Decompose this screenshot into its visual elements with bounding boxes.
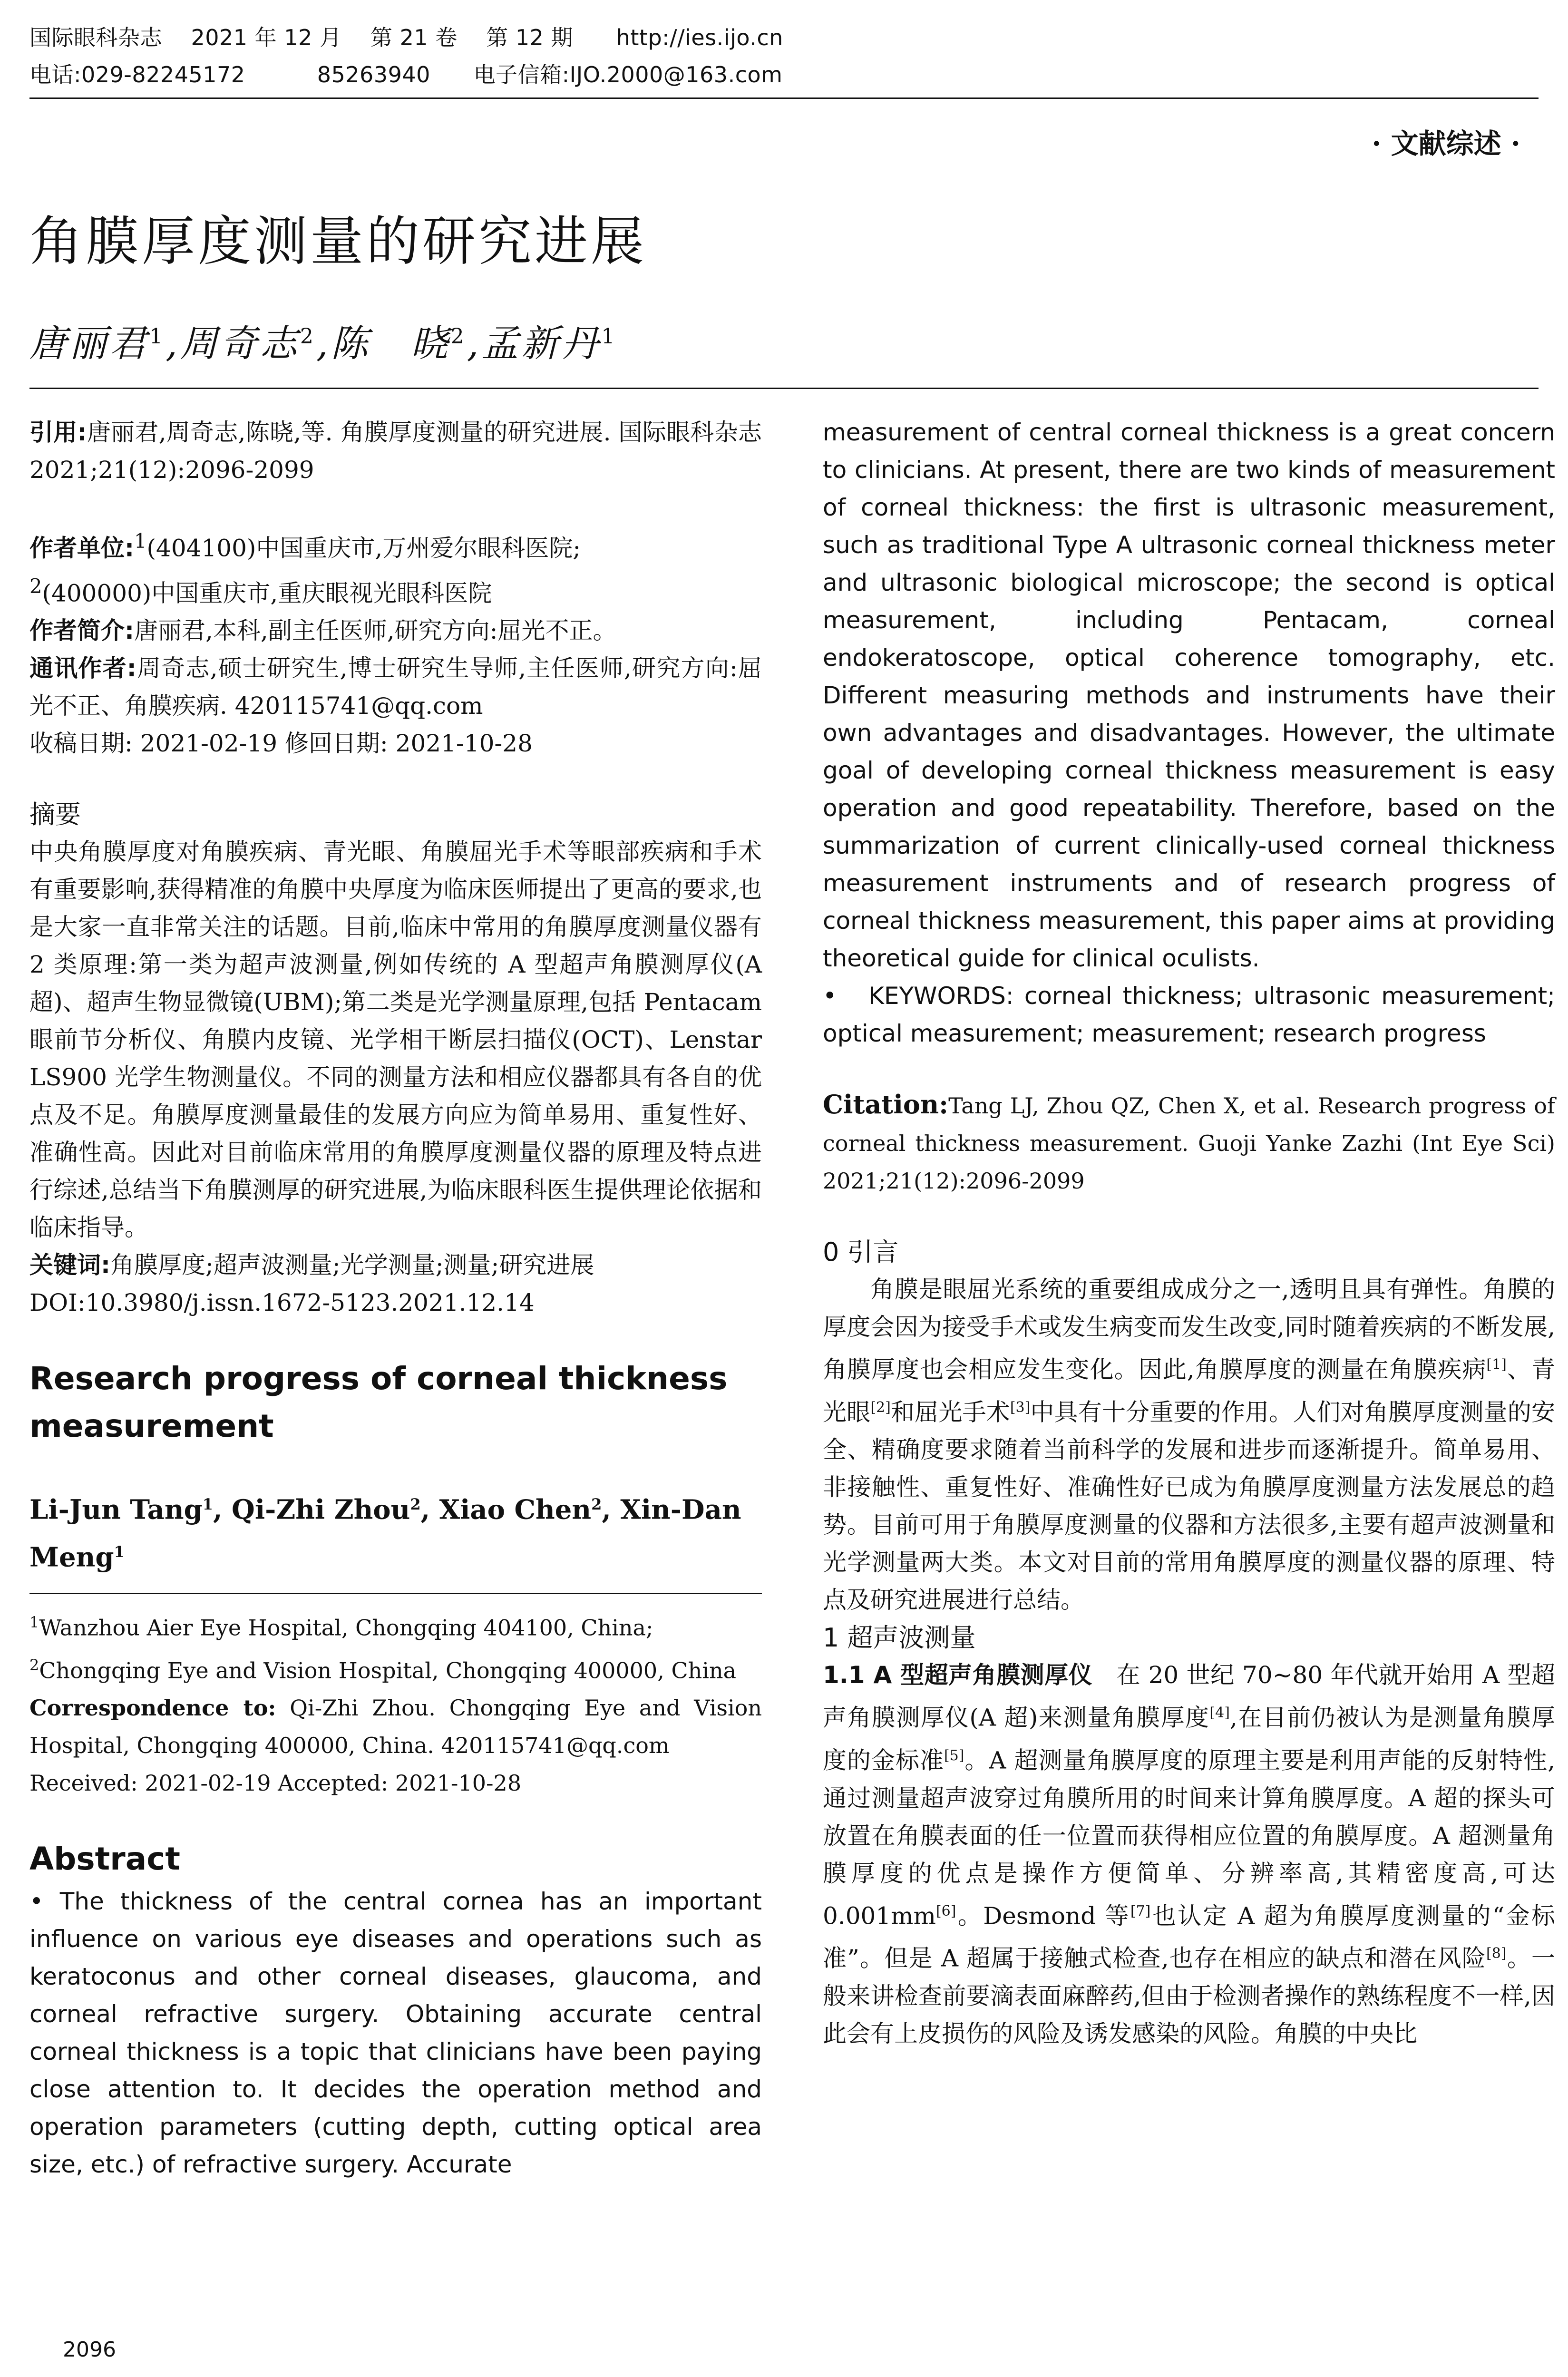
title-rule	[29, 388, 1539, 389]
text-run: 中具有十分重要的作用。人们对角膜厚度测量的安全、精确度要求随着当前科学的发展和进步而逐渐提升。简单易用、非接触性、重复性好、准确性好已成为角膜厚度测量方法发展总的趋势。目前可用于角膜厚度测量的仪器和方法很多,主要有超声波测量和光学测量两大类。本文对目前的常用角膜厚度的测量仪器的原理、特点及研究进展进行总结。	[823, 1398, 1556, 1614]
journal-header	[29, 19, 1539, 93]
left-column	[29, 414, 762, 2183]
abstract-en-continued: measurement of central corneal thickness is a great concern to clinicians. At present, there are two kinds of measurement of corneal thickness: the first is ultrasonic measurement, such as traditional Type A ultrasonic corneal thickness meter and ultrasonic biological microscope; the second is optical measurement, including Pentacam, corneal endokeratoscope, optical coherence tomography, etc. Different measuring methods and instruments have their own advantages and disadvantages. However, the ultimate goal of developing corneal thickness measurement is easy operation and good repeatability. Therefore, based on the summarization of current clinically-used corneal thickness measurement instruments and of research progress of corneal thickness measurement, this paper aims at providing theoretical guide for clinical oculists.	[823, 419, 1555, 972]
citation-text: Tang LJ, Zhou QZ, Chen X, et al. Research progress of corneal thickness measurement. Guoji Yanke Zazhi (Int Eye Sci) 2021;21(12):2096-2099	[823, 1093, 1555, 1194]
affil-sup: 2	[29, 1656, 39, 1674]
author-name: ,孟新丹	[467, 322, 602, 365]
en-author-sup: 1	[202, 1495, 214, 1514]
abstract-heading-cn: 摘要	[29, 799, 81, 830]
keywords-en	[823, 977, 1555, 1052]
author-affil-sup: 1	[601, 324, 618, 349]
abstract-heading-en: Abstract	[29, 1841, 180, 1878]
keywords-label: 关键词:	[29, 1251, 110, 1279]
section-1-1-paragraph	[823, 1656, 1555, 2053]
section-1-1-heading: 1.1 A 型超声角膜测厚仪	[823, 1661, 1093, 1689]
text-run: 。一般来讲检查前要滴表面麻醉药,但由于检测者操作的熟练程度不一样,因此会有上皮损伤的风险及诱发感染的风险。角膜的中央比	[823, 1944, 1555, 2047]
keywords-en-text: KEYWORDS: corneal thickness; ultrasonic measurement; optical measurement; measurement; research progress	[823, 982, 1555, 1047]
en-author-sup: 1	[114, 1542, 125, 1561]
unit-block	[29, 522, 762, 612]
cite-label: 引用:	[29, 419, 87, 446]
text-run: ,在目前仍被认为是测量角膜厚度的金标准	[823, 1704, 1555, 1774]
unit-sup: 1	[134, 529, 147, 553]
reference-marker: [5]	[944, 1747, 964, 1764]
bio-block	[29, 612, 762, 650]
reference-marker: [7]	[1130, 1902, 1151, 1919]
text-run: 也认定 A 超为角膜厚度测量的“金标准”。但是 A 超属于接触式检查,也存在相应的缺点和潜在风险	[823, 1902, 1555, 1972]
page-number: 2096	[63, 2338, 116, 2362]
abstract-en	[29, 1883, 762, 2183]
section-1-heading: 1 超声波测量	[823, 1623, 976, 1653]
en-author: , Qi-Zhi Zhou	[213, 1494, 410, 1526]
reference-marker: [8]	[1486, 1945, 1507, 1962]
text-run: 和屈光手术	[890, 1398, 1010, 1426]
en-author-sup: 2	[591, 1495, 602, 1514]
corr-block	[29, 650, 762, 725]
affiliation-rule	[29, 1593, 762, 1594]
text-run: 在 20 世纪 70~80 年代就开始用 A 型超声角膜测厚仪(A 超)来测量角膜厚度	[823, 1661, 1555, 1732]
author-affil-sup: 2	[300, 324, 316, 349]
reference-marker: [3]	[1010, 1399, 1031, 1416]
cite-block	[29, 414, 762, 489]
reference-marker: [1]	[1486, 1356, 1507, 1373]
reference-marker: [2]	[870, 1399, 891, 1416]
author-name: ,周奇志	[166, 322, 300, 365]
article-title: 角膜厚度测量的研究进展	[29, 211, 647, 273]
text-run: 。Desmond 等	[956, 1902, 1130, 1930]
section-label: · 文献综述 ·	[1372, 127, 1520, 160]
journal-info-line: 国际眼科杂志 2021 年 12 月 第 21 卷 第 12 期 http://ies.ijo.cn	[29, 25, 783, 50]
en-author: , Xin-Dan Meng	[29, 1494, 741, 1573]
reference-marker: [6]	[935, 1902, 956, 1919]
affiliation-1	[29, 1604, 762, 1646]
abstract-en-text: The thickness of the central cornea has an important influence on various eye diseases and operations such as keratoconus and other corneal diseases, glaucoma, and corneal refractive surgery. Obtaining accurate central corneal thickness is a topic that clinicians have been paying close attention to. It decides the operation method and operation parameters (cutting depth, cutting optical area size, etc.) of refractive surgery. Accurate	[29, 1888, 762, 2179]
bullet: •	[823, 982, 837, 1010]
en-author: Li-Jun Tang	[29, 1494, 203, 1526]
affiliation-2	[29, 1646, 762, 1689]
author-list	[29, 314, 617, 367]
corr-text: 周奇志,硕士研究生,博士研究生导师,主任医师,研究方向:屈光不正、角膜疾病. 420115741@qq.com	[29, 654, 762, 720]
corr-en-label: Correspondence to:	[29, 1695, 276, 1721]
english-authors	[29, 1483, 762, 1578]
author-name: ,陈 晓	[316, 322, 451, 365]
text-run: 角膜是眼屈光系统的重要组成成分之一,透明且具有弹性。角膜的厚度会因为接受手术或发生病变而发生改变,同时随着疾病的不断发展,角膜厚度也会相应发生变化。因此,角膜厚度的测量在角膜疾病	[823, 1276, 1555, 1383]
unit-sup: 2	[29, 574, 42, 598]
text-run: 。A 超测量角膜厚度的原理主要是利用声能的反射特性,通过测量超声波穿过角膜所用的时间来计算角膜厚度。A 超的探头可放置在角膜表面的任一位置而获得相应位置的角膜厚度。A 超测量角膜厚度的优点是操作方便简单、分辨率高,其精密度高,可达 0.001mm	[823, 1746, 1555, 1930]
corr-en-text: Qi-Zhi Zhou. Chongqing Eye and Vision Hospital, Chongqing 400000, China. 420115741@qq.com	[29, 1695, 762, 1759]
affil-text: Chongqing Eye and Vision Hospital, Chongqing 400000, China	[39, 1657, 737, 1684]
reference-marker: [4]	[1209, 1705, 1230, 1722]
section-0-heading: 0 引言	[823, 1237, 899, 1267]
right-column	[823, 414, 1555, 2053]
citation-label: Citation:	[823, 1089, 949, 1120]
abstract-cn: 中央角膜厚度对角膜疾病、青光眼、角膜屈光手术等眼部疾病和手术有重要影响,获得精准的角膜中央厚度为临床医师提出了更高的要求,也是大家一直非常关注的话题。目前,临床中常用的角膜厚度测量仪器有 2 类原理:第一类为超声波测量,例如传统的 A 型超声角膜测厚仪(A 超)、超声生物显微镜(UBM);第二类是光学测量原理,包括 Pentacam 眼前节分析仪、角膜内皮镜、光学相干断层扫描仪(OCT)、Lenstar LS900 光学生物测量仪。不同的测量方法和相应仪器都具有各自的优点及不足。角膜厚度测量最佳的发展方向应为简单易用、重复性好、准确性高。因此对目前临床常用的角膜厚度测量仪器的原理及特点进行综述,总结当下角膜测厚的研究进展,为临床眼科医生提供理论依据和临床指导。	[29, 838, 762, 1242]
cite-text: 唐丽君,周奇志,陈晓,等. 角膜厚度测量的研究进展. 国际眼科杂志 2021;21(12):2096-2099	[29, 419, 762, 484]
bullet: •	[29, 1888, 44, 1916]
citation-en	[823, 1086, 1555, 1200]
english-title: Research progress of corneal thickness measurement	[29, 1360, 728, 1445]
received-en: Received: 2021-02-19 Accepted: 2021-10-28	[29, 1770, 522, 1796]
unit-label: 作者单位:	[29, 534, 134, 562]
journal-contact-line: 电话:029-82245172 85263940 电子信箱:IJO.2000@163.com	[29, 62, 783, 88]
unit-text: (404100)中国重庆市,万州爱尔眼科医院;	[146, 534, 581, 562]
keywords-cn	[29, 1247, 762, 1284]
affil-text: Wanzhou Aier Eye Hospital, Chongqing 404100, China;	[39, 1614, 653, 1640]
bio-label: 作者简介:	[29, 617, 134, 645]
correspondence-en	[29, 1689, 762, 1764]
corr-label: 通讯作者:	[29, 654, 136, 682]
received-dates: 收稿日期: 2021-02-19 修回日期: 2021-10-28	[29, 730, 533, 758]
header-rule	[29, 97, 1539, 99]
intro-paragraph	[823, 1271, 1555, 1619]
author-name: 唐丽君	[29, 322, 150, 365]
keywords-text: 角膜厚度;超声波测量;光学测量;测量;研究进展	[110, 1251, 594, 1279]
doi: DOI:10.3980/j.issn.1672-5123.2021.12.14	[29, 1289, 535, 1317]
bio-text: 唐丽君,本科,副主任医师,研究方向:屈光不正。	[134, 617, 617, 645]
author-affil-sup: 2	[450, 324, 467, 349]
text-run: 、青光眼	[823, 1355, 1555, 1426]
affil-sup: 1	[29, 1613, 39, 1631]
unit-text-2: (400000)中国重庆市,重庆眼视光眼科医院	[42, 579, 492, 607]
en-author-sup: 2	[410, 1495, 421, 1514]
author-affil-sup: 1	[149, 324, 166, 349]
en-author: , Xiao Chen	[420, 1494, 592, 1526]
